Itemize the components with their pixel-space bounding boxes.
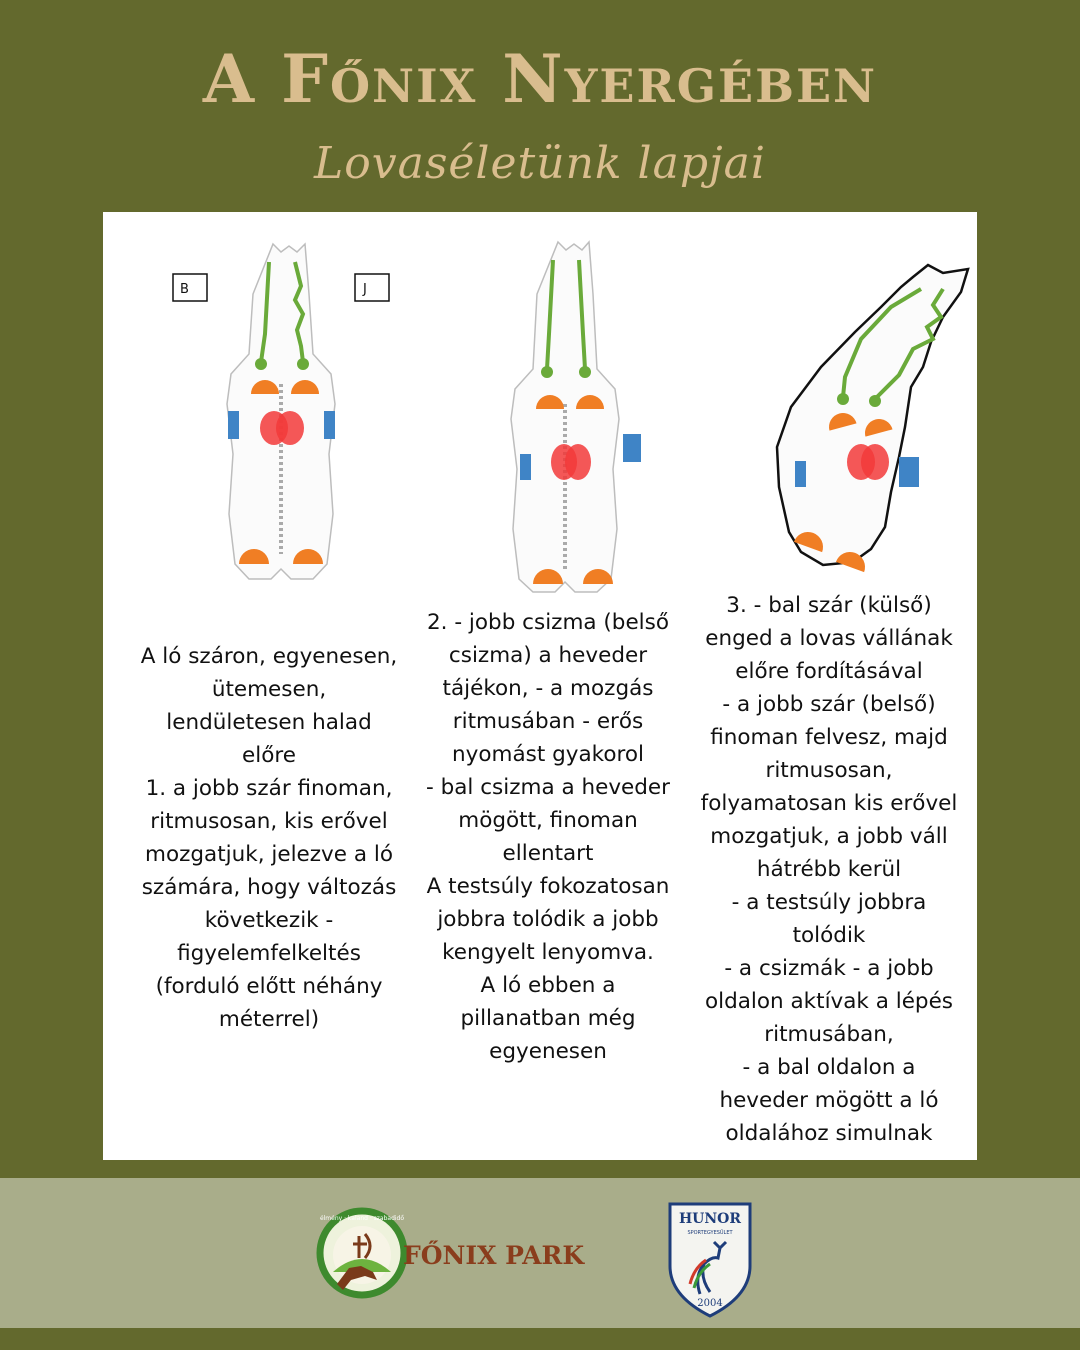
content-panel: [103, 212, 977, 1160]
leg-left: [520, 454, 531, 480]
hand-left: [837, 393, 849, 405]
label-box-right: [355, 274, 389, 301]
label-box-left: [173, 274, 207, 301]
hand-left: [541, 366, 553, 378]
hand-right: [869, 395, 881, 407]
fonix-park-text: FŐNIX PARK: [403, 1241, 585, 1270]
header: [0, 0, 1080, 212]
seat-right: [565, 444, 591, 480]
label-j-text: J: [363, 282, 367, 297]
figure-preparation: [433, 234, 683, 614]
label-b: B: [180, 282, 189, 297]
hand-right: [297, 358, 309, 370]
fonix-park-logo: [315, 1206, 605, 1301]
page-subtitle: Lovaséletünk lapjai: [314, 138, 766, 189]
leg-left: [228, 411, 239, 439]
caption-3: 3. - bal szár (külső) enged a lovas vállának előre fordításával - a jobb szár (belső) finoman felvesz, majd ritmusosan, folyamatosan kis erővel mozgatjuk, a jobb váll hátrébb kerül - a testsúly jobbra tolódik - a csizmák - a jobb oldalon aktívak a lépés ritmusában, - a bal oldalon a heveder mögött a ló oldalához simulnak: [700, 593, 958, 1146]
bottom-strip: [0, 1328, 1080, 1350]
caption-2: 2. - jobb csizma (belső csizma) a heveder tájékon, - a mozgás ritmusában - erős nyomást gyakorol - bal csizma a heveder mögött, finoman ellentart A testsúly fokozatosan jobbra tolódik a jobb kengyelt lenyomva. A ló ebben a pillanatban még egyenesen: [426, 610, 670, 1064]
figure-turning-horse: [763, 247, 978, 597]
hand-right: [579, 366, 591, 378]
page-title: A Főnix Nyergében: [202, 40, 878, 118]
horse-outline: [777, 265, 968, 565]
leg-right: [623, 434, 641, 462]
hunor-sub: SPORTEGYESÜLET: [687, 1230, 733, 1236]
hunor-name: HUNOR: [678, 1211, 742, 1227]
leg-right: [324, 411, 335, 439]
leg-right: [899, 457, 919, 487]
seat-right: [861, 444, 889, 480]
seat-right: [276, 411, 304, 445]
hunor-logo: [660, 1196, 760, 1321]
leg-left: [795, 461, 806, 487]
hand-left: [255, 358, 267, 370]
footer: [0, 1178, 1080, 1328]
logo-ring-text: élmény · kaland · szabadidő: [319, 1215, 405, 1222]
caption-1: A ló száron, egyenesen, ütemesen, lendületesen halad előre 1. a jobb szár finoman, ritmusosan, kis erővel mozgatjuk, jelezve a ló számára, hogy változás következik - figyelemfelkeltés (forduló előtt néhány méterrel): [140, 644, 398, 1032]
hunor-year: 2004: [697, 1298, 723, 1309]
figure-straight-horse: [163, 234, 423, 614]
